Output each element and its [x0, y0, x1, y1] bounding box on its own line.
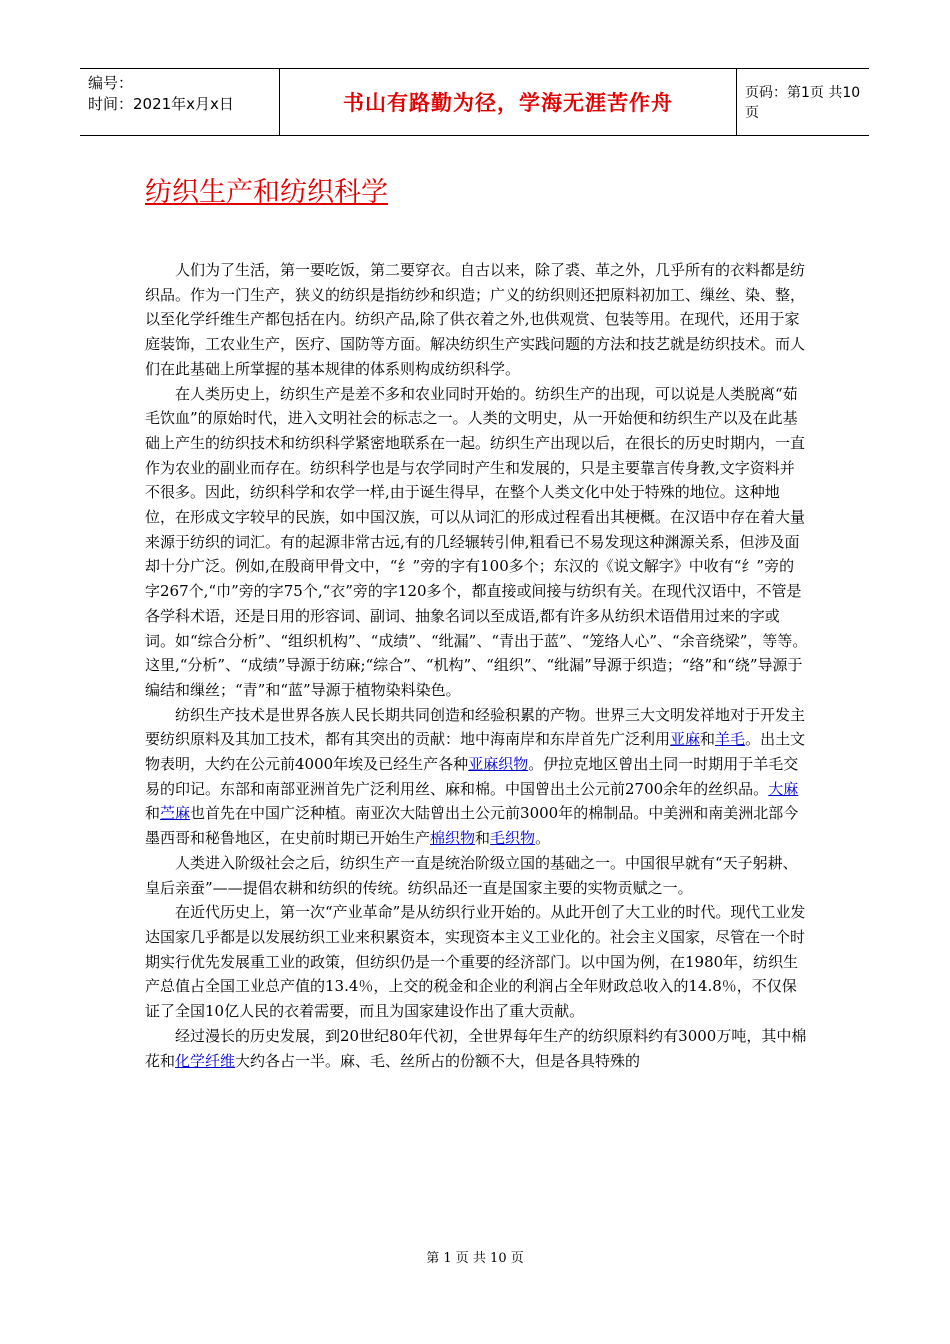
text-segment: 。出土文物表明，大约在公元前4000年埃及已经生产各种: [145, 730, 806, 774]
page-header: [80, 68, 869, 136]
paragraph-3: [145, 703, 809, 851]
paragraph-4: 人类进入阶级社会之后，纺织生产一直是统治阶级立国的基础之一。中国很早就有“天子躬耕、皇后亲蚕”——提倡农耕和纺织的传统。纺织品还一直是国家主要的实物贡赋之一。: [145, 853, 798, 897]
link-chemical-fiber[interactable]: 化学纤维: [175, 1051, 236, 1070]
link-ramie[interactable]: 苎麻: [160, 804, 191, 823]
link-wool-fabric[interactable]: 毛织物: [490, 829, 536, 848]
header-meta: [80, 69, 280, 135]
text-segment: 大约各占一半。麻、毛、丝所占的份额不大，但是各具特殊的: [235, 1051, 641, 1070]
paragraph-2: 在人类历史上，纺织生产是差不多和农业同时开始的。纺织生产的出现，可以说是人类脱离“茹毛饮血”的原始时代，进入文明社会的标志之一。人类的文明史，从一开始便和纺织生产以及在此基础上产生的纺织技术和纺织科学紧密地联系在一起。纺织生产出现以后，在很长的历史时期内，一直作为农业的副业而存在。纺织科学也是与农学同时产生和发展的，只是主要靠言传身教,文字资料并不很多。因此，纺织科学和农学一样,由于诞生得早，在整个人类文化中处于特殊的地位。这种地位，在形成文字较早的民族，如中国汉族，可以从词汇的形成过程看出其梗概。在汉语中存在着大量来源于纺织的词汇。有的起源非常古远,有的几经辗转引伸,粗看已不易发现这种渊源关系，但涉及面却十分广泛。例如,在殷商甲骨文中，“纟”旁的字有100多个；东汉的《说文解字》中收有“纟”旁的字267个,“巾”旁的字75个,“衣”旁的字120多个，都直接或间接与纺织有关。在现代汉语中，不管是各学科术语，还是日用的形容词、副词、抽象名词以至成语,都有许多从纺织术语借用过来的字或词。如“综合分析”、“组织机构”、“成绩”、“纰漏”、“青出于蓝”、“笼络人心”、“余音绕梁”，等等。这里,“分析”、“成绩”导源于纺麻;“综合”、“机构”、“组织”、“纰漏”导源于织造；“络”和“绕”导源于编结和缫丝；“青”和“蓝”导源于植物染料染色。: [145, 384, 808, 699]
link-hemp[interactable]: 大麻: [768, 779, 799, 798]
link-cotton-fabric[interactable]: 棉织物: [430, 829, 476, 848]
paragraph-1: 人们为了生活，第一要吃饭，第二要穿衣。自古以来，除了裘、革之外，几乎所有的衣料都是纺织品。作为一门生产，狭义的纺织是指纺纱和织造；广义的纺织则还把原料初加工、缫丝、染、整，以至化学纤维生产都包括在内。纺织产品,除了供衣着之外,也供观赏、包装等用。在现代，还用于家庭装饰，工农业生产，医疗、国防等方面。解决纺织生产实践问题的方法和技艺就是纺织技术。而人们在此基础上所掌握的基本规律的体系则构成纺织科学。: [145, 261, 806, 378]
link-flax[interactable]: 亚麻: [670, 730, 701, 749]
text-segment: 。伊拉克地区曾出土同一时期用于羊毛交易的印记。东部和南部亚洲首先广泛利用丝、麻和棉。中国曾出土公元前2700余年的丝织品。: [145, 755, 799, 798]
document-title: 纺织生产和纺织科学: [145, 177, 388, 208]
text-segment: 经过漫长的历史发展，到20世纪80年代初，全世界每年生产的纺织原料约有3000万吨，其中棉花和: [145, 1026, 807, 1070]
motto: 书山有路勤为径，学海无涯苦作舟: [280, 69, 737, 135]
text-segment: 和: [145, 804, 161, 823]
time-label: 时间：2021年x月x日: [88, 95, 234, 113]
document-body: [145, 258, 809, 1073]
page-info: 页码：第1页 共10页: [745, 85, 861, 121]
text-segment: 也首先在中国广泛种植。南亚次大陆曾出土公元前3000年的棉制品。中美洲和南美洲北部今墨西哥和秘鲁地区，在史前时期已开始生产: [145, 804, 799, 848]
number-label: 编号：: [88, 74, 134, 92]
text-segment: 和: [700, 730, 716, 749]
link-wool[interactable]: 羊毛: [715, 730, 746, 749]
page-footer: 第 1 页 共 10 页: [426, 1251, 524, 1266]
text-segment: 和: [475, 829, 491, 848]
link-linen-fabric[interactable]: 亚麻织物: [468, 755, 529, 774]
text-segment: 纺织生产技术是世界各族人民长期共同创造和经验积累的产物。世界三大文明发祥地对于开发主要纺织原料及其加工技术，都有其突出的贡献：地中海南岸和东岸首先广泛利用: [145, 705, 806, 749]
paragraph-5: 在近代历史上，第一次“产业革命”是从纺织行业开始的。从此开创了大工业的时代。现代工业发达国家几乎都是以发展纺织工业来积累资本，实现资本主义工业化的。社会主义国家，尽管在一个时期实行优先发展重工业的政策，但纺织仍是一个重要的经济部门。以中国为例，在1980年，纺织生产总值占全国工业总产值的13.4％，上交的税金和企业的利润占全年财政总收入的14.8％，不仅保证了全国10亿人民的衣着需要，而且为国家建设作出了重大贡献。: [145, 903, 806, 1021]
text-segment: 。: [535, 829, 551, 848]
paragraph-6: [145, 1024, 809, 1073]
